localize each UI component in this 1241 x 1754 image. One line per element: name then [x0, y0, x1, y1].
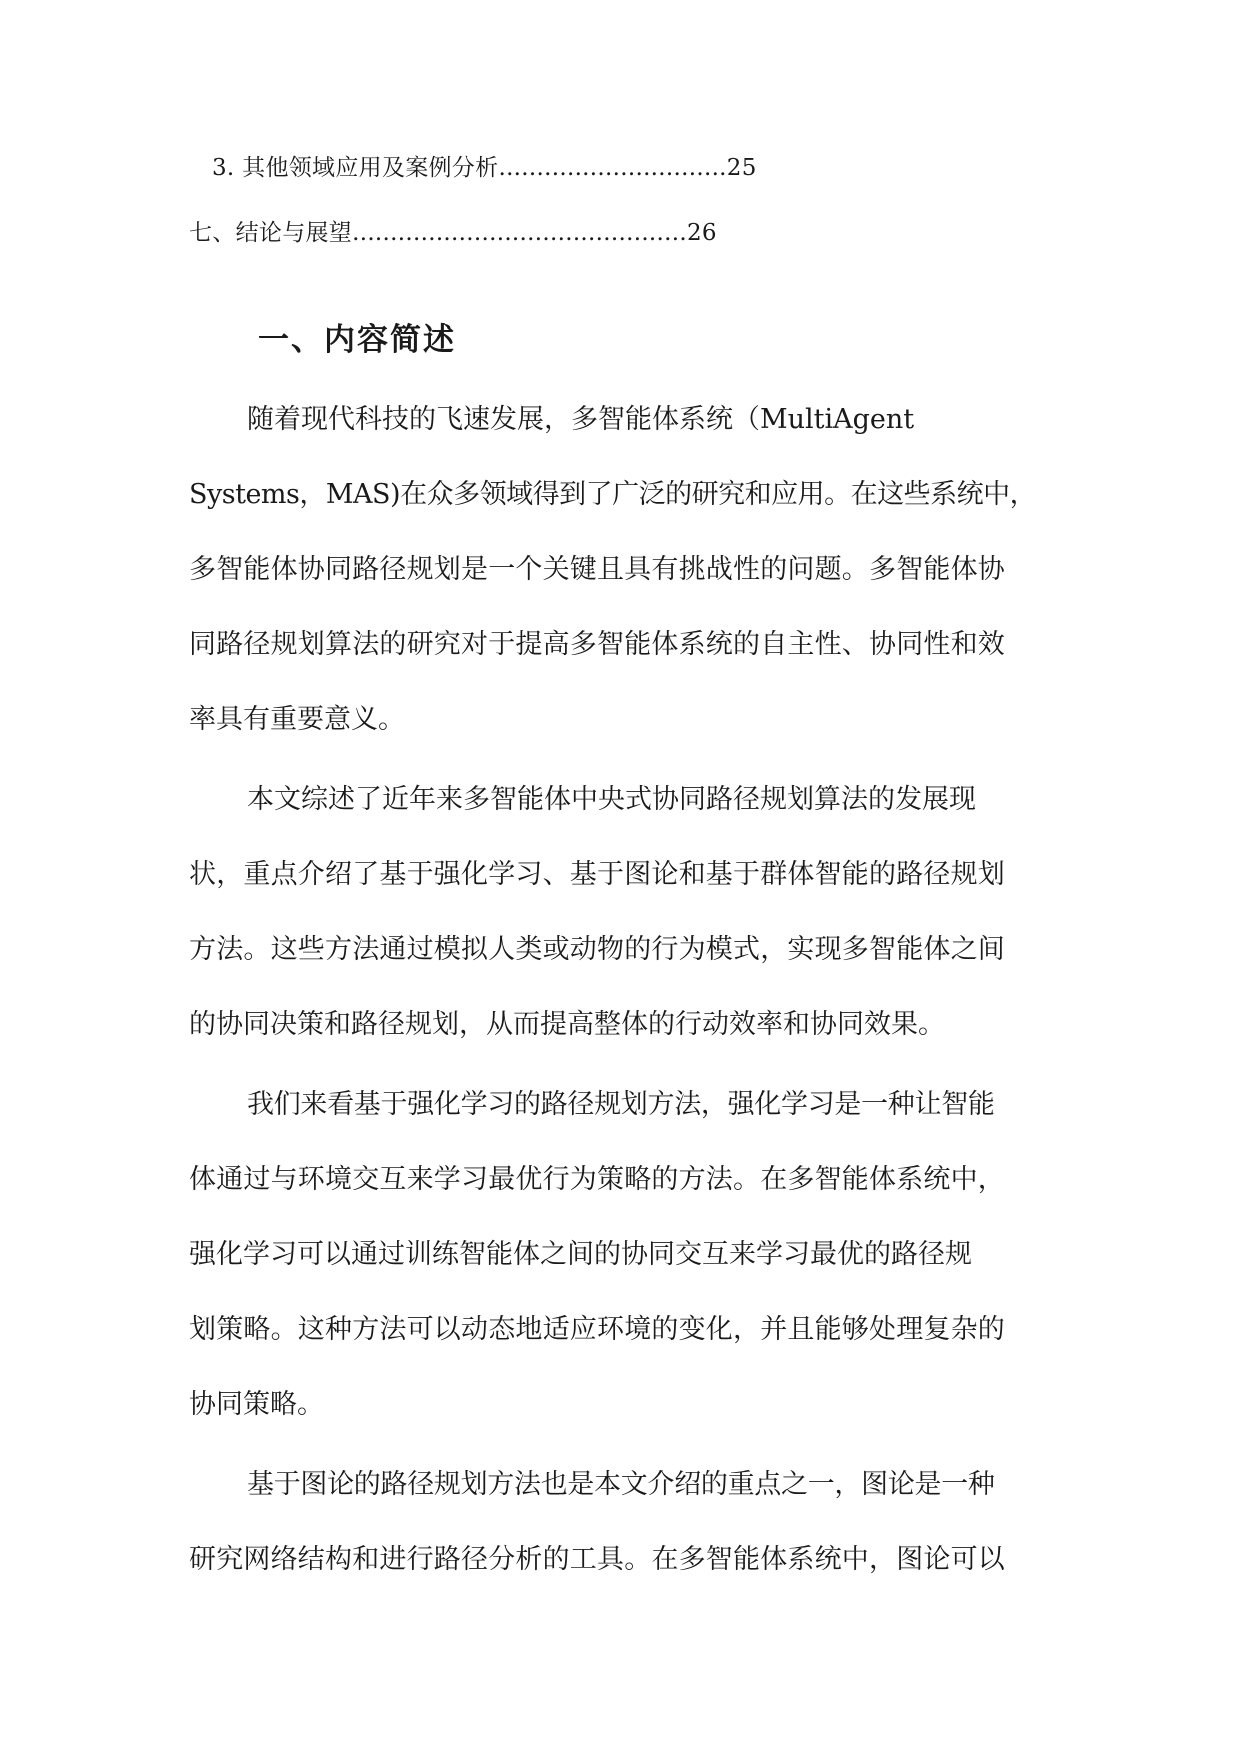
paragraph-line: 本文综述了近年来多智能体中央式协同路径规划算法的发展现 [247, 784, 976, 815]
paragraph-line: 我们来看基于强化学习的路径规划方法，强化学习是一种让智能 [247, 1089, 995, 1120]
paragraph-line: 状，重点介绍了基于强化学习、基于图论和基于群体智能的路径规划 [189, 859, 1005, 890]
paragraph-line: 协同策略。 [189, 1389, 324, 1420]
paragraph-line: 的协同决策和路径规划，从而提高整体的行动效率和协同效果。 [189, 1009, 945, 1040]
paragraph-line: 基于图论的路径规划方法也是本文介绍的重点之一，图论是一种 [247, 1469, 995, 1500]
paragraph-line: 多智能体协同路径规划是一个关键且具有挑战性的问题。多智能体协 [189, 554, 1005, 585]
paragraph-line: 体通过与环境交互来学习最优行为策略的方法。在多智能体系统中， [189, 1164, 1005, 1195]
paragraph-line: 方法。这些方法通过模拟人类或动物的行为模式，实现多智能体之间 [189, 934, 1005, 965]
paragraph-line: Systems，MAS)在众多领域得到了广泛的研究和应用。在这些系统中， [189, 479, 1037, 510]
paragraph-line: 随着现代科技的飞速发展，多智能体系统（MultiAgent [247, 404, 915, 435]
toc-entry-3[interactable]: 3. 其他领域应用及案例分析..............................25 [212, 155, 757, 181]
section-title: 一、内容简述 [258, 322, 456, 358]
paragraph-line: 同路径规划算法的研究对于提高多智能体系统的自主性、协同性和效 [189, 629, 1005, 660]
paragraph-line: 强化学习可以通过训练智能体之间的协同交互来学习最优的路径规 [189, 1239, 972, 1270]
paragraph-line: 率具有重要意义。 [189, 704, 405, 735]
paragraph-line: 划策略。这种方法可以动态地适应环境的变化，并且能够处理复杂的 [189, 1314, 1005, 1345]
toc-entry-chapter-7[interactable]: 七、结论与展望............................................26 [189, 220, 717, 246]
paragraph-line: 研究网络结构和进行路径分析的工具。在多智能体系统中，图论可以 [189, 1544, 1005, 1575]
